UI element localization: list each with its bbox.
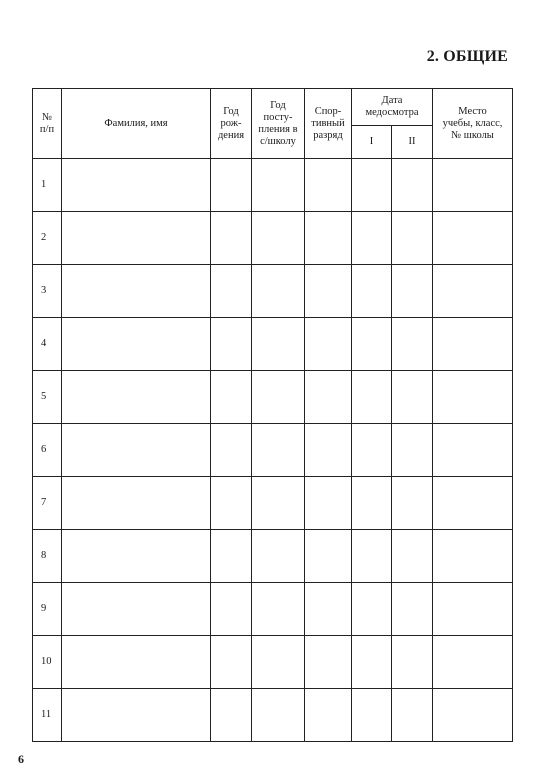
table-row [33,689,513,742]
header-medical-exam-date-label: Дата медосмотра [365,95,419,118]
header-sport-rank [305,89,352,159]
name-cell [62,689,211,742]
birth-year-cell [211,318,252,371]
header-medical-exam-i [352,126,392,159]
name-cell [62,318,211,371]
sport-rank-cell [305,212,352,265]
medical-exam-i-cell [352,212,392,265]
study-place-cell [433,477,513,530]
sport-rank-cell [305,159,352,212]
medical-exam-ii-cell [392,159,433,212]
medical-exam-i-cell [352,689,392,742]
birth-year-cell [211,689,252,742]
study-place-cell [433,371,513,424]
medical-exam-i-cell [352,583,392,636]
medical-exam-i-cell [352,424,392,477]
study-place-cell [433,424,513,477]
section-title: 2. ОБЩИЕ [426,48,508,65]
register-table [32,88,513,742]
name-cell [62,583,211,636]
admission-year-cell [252,212,305,265]
row-number: 7 [33,477,62,530]
name-cell [62,477,211,530]
name-cell [62,212,211,265]
study-place-cell [433,689,513,742]
medical-exam-ii-cell [392,583,433,636]
study-place-cell [433,212,513,265]
table-row [33,265,513,318]
header-sport-rank-label: Спор- тивный разряд [311,105,345,141]
page-number: 6 [18,752,24,766]
header-medical-exam-i-label: I [369,136,374,147]
medical-exam-ii-cell [392,689,433,742]
header-medical-exam-date [352,89,433,126]
table-row [33,318,513,371]
sport-rank-cell [305,318,352,371]
header-birth-year [211,89,252,159]
sport-rank-cell [305,636,352,689]
study-place-cell [433,530,513,583]
header-admission-year [252,89,305,159]
sport-rank-cell [305,689,352,742]
row-number: 11 [33,689,62,742]
medical-exam-i-cell [352,371,392,424]
sport-rank-cell [305,583,352,636]
row-number: 5 [33,371,62,424]
medical-exam-ii-cell [392,265,433,318]
header-name [62,89,211,159]
admission-year-cell [252,689,305,742]
medical-exam-ii-cell [392,636,433,689]
medical-exam-i-cell [352,530,392,583]
medical-exam-ii-cell [392,318,433,371]
header-medical-exam-ii-label: II [408,136,416,147]
table-row [33,530,513,583]
study-place-cell [433,636,513,689]
medical-exam-i-cell [352,477,392,530]
admission-year-cell [252,318,305,371]
name-cell [62,265,211,318]
row-number: 1 [33,159,62,212]
medical-exam-i-cell [352,265,392,318]
row-number: 4 [33,318,62,371]
header-study-place-label: Место учебы, класс, № школы [442,105,503,141]
row-number: 8 [33,530,62,583]
birth-year-cell [211,636,252,689]
table-row [33,636,513,689]
medical-exam-i-cell [352,318,392,371]
sport-rank-cell [305,371,352,424]
table-row [33,159,513,212]
birth-year-cell [211,477,252,530]
medical-exam-ii-cell [392,477,433,530]
birth-year-cell [211,265,252,318]
medical-exam-i-cell [352,159,392,212]
row-number: 10 [33,636,62,689]
table-body [33,159,513,742]
table-row [33,212,513,265]
admission-year-cell [252,477,305,530]
admission-year-cell [252,424,305,477]
study-place-cell [433,159,513,212]
study-place-cell [433,583,513,636]
name-cell [62,636,211,689]
row-number: 2 [33,212,62,265]
table-row [33,371,513,424]
admission-year-cell [252,159,305,212]
birth-year-cell [211,583,252,636]
birth-year-cell [211,424,252,477]
medical-exam-ii-cell [392,424,433,477]
name-cell [62,159,211,212]
study-place-cell [433,318,513,371]
table-row [33,424,513,477]
name-cell [62,530,211,583]
medical-exam-ii-cell [392,212,433,265]
birth-year-cell [211,159,252,212]
admission-year-cell [252,583,305,636]
name-cell [62,371,211,424]
admission-year-cell [252,530,305,583]
birth-year-cell [211,530,252,583]
sport-rank-cell [305,424,352,477]
row-number: 9 [33,583,62,636]
header-birth-year-label: Год рож- дения [217,105,245,141]
header-admission-year-label: Год посту- пления в с/школу [258,99,298,147]
sport-rank-cell [305,477,352,530]
birth-year-cell [211,212,252,265]
admission-year-cell [252,265,305,318]
header-medical-exam-ii [392,126,433,159]
admission-year-cell [252,371,305,424]
medical-exam-ii-cell [392,530,433,583]
row-number: 3 [33,265,62,318]
sport-rank-cell [305,265,352,318]
admission-year-cell [252,636,305,689]
table-row [33,583,513,636]
header-study-place [433,89,513,159]
birth-year-cell [211,371,252,424]
name-cell [62,424,211,477]
medical-exam-i-cell [352,636,392,689]
header-name-label: Фамилия, имя [104,117,168,129]
table-row [33,477,513,530]
medical-exam-ii-cell [392,371,433,424]
sport-rank-cell [305,530,352,583]
header-number [33,89,62,159]
study-place-cell [433,265,513,318]
header-number-label: № п/п [39,111,55,135]
row-number: 6 [33,424,62,477]
